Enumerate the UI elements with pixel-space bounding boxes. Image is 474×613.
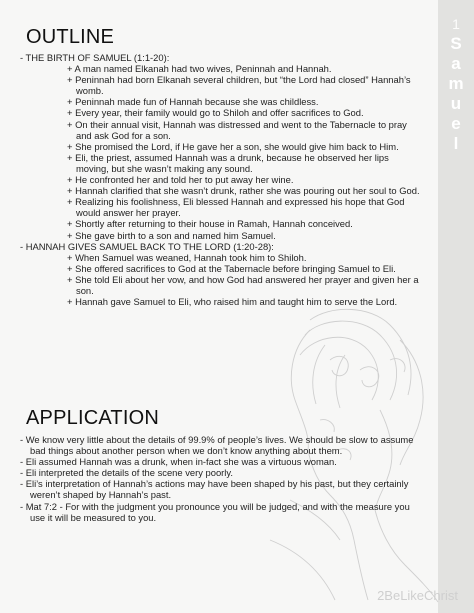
book-title-letter: u — [450, 94, 462, 113]
application-item: - Eli’s interpretation of Hannah’s actions may have been shaped by his past, but they certainly weren’t shaped by Hannah’s past. — [20, 478, 409, 501]
book-title-letter: S — [450, 34, 462, 53]
application-item: - Eli interpreted the details of the scene very poorly. — [20, 467, 233, 479]
book-title-vertical — [444, 14, 468, 154]
application-list — [20, 434, 420, 523]
application-item: - We know very little about the details of 99.9% of people’s lives. We should be slow to assume bad things about another person when we don’t know anything about them. — [20, 434, 414, 457]
outline-item: + She offered sacrifices to God at the Tabernacle before bringing Samuel to Eli. — [67, 262, 396, 274]
book-title-letter: a — [451, 54, 461, 73]
outline-item: + Realizing his foolishness, Eli blessed Hannah and expressed his hope that God would answer her prayer. — [67, 196, 405, 219]
outline-item: + Hannah gave Samuel to Eli, who raised him and taught him to serve the Lord. — [67, 296, 398, 308]
watermark: 2BeLikeChrist — [377, 588, 458, 603]
outline-section — [20, 241, 420, 308]
outline-item: + She promised the Lord, if He gave her a son, she would give him back to Him. — [67, 140, 399, 152]
application-heading: APPLICATION — [26, 407, 159, 429]
book-number: 1 — [452, 16, 460, 32]
book-title-letter: l — [453, 134, 459, 153]
book-title-letter: e — [451, 114, 461, 133]
outline-item: + On their annual visit, Hannah was distressed and went to the Tabernacle to pray and ask God for a son. — [67, 118, 407, 141]
outline-item: + She gave birth to a son and named him Samuel. — [67, 229, 276, 241]
book-title-letter: m — [448, 74, 464, 93]
application-item: - Eli assumed Hannah was a drunk, when in-fact she was a virtuous woman. — [20, 456, 337, 468]
outline-item: + Peninnah made fun of Hannah because she was childless. — [67, 96, 319, 108]
section-title: - HANNAH GIVES SAMUEL BACK TO THE LORD (1:20-28): — [20, 240, 274, 252]
outline-item: + A man named Elkanah had two wives, Peninnah and Hannah. — [67, 63, 332, 75]
outline-item: + She told Eli about her vow, and how God had answered her prayer and given her a son. — [67, 273, 419, 296]
outline-item: + Eli, the priest, assumed Hannah was a drunk, because he observed her lips moving, but she wasn’t making any sound. — [67, 151, 389, 174]
side-strip — [438, 0, 474, 613]
outline-heading: OUTLINE — [26, 26, 115, 48]
outline-item: + He confronted her and told her to put away her wine. — [67, 174, 294, 186]
outline-item: + Shortly after returning to their house in Ramah, Hannah conceived. — [67, 218, 353, 230]
application-item: - Mat 7:2 - For with the judgment you pronounce you will be judged, and with the measure you use it will be measured to you. — [20, 500, 410, 523]
outline-item: + When Samuel was weaned, Hannah took him to Shiloh. — [67, 251, 307, 263]
outline-item: + Peninnah had born Elkanah several children, but “the Lord had closed” Hannah’s womb. — [67, 74, 411, 97]
outline-item: + Hannah clarified that she wasn’t drunk, rather she was pouring out her soul to God. — [67, 185, 420, 197]
section-title: - THE BIRTH OF SAMUEL (1:1-20): — [20, 52, 170, 63]
outline-item: + Every year, their family would go to Shiloh and offer sacrifices to God. — [67, 107, 364, 119]
outline-list — [20, 52, 420, 307]
outline-section — [20, 52, 420, 241]
